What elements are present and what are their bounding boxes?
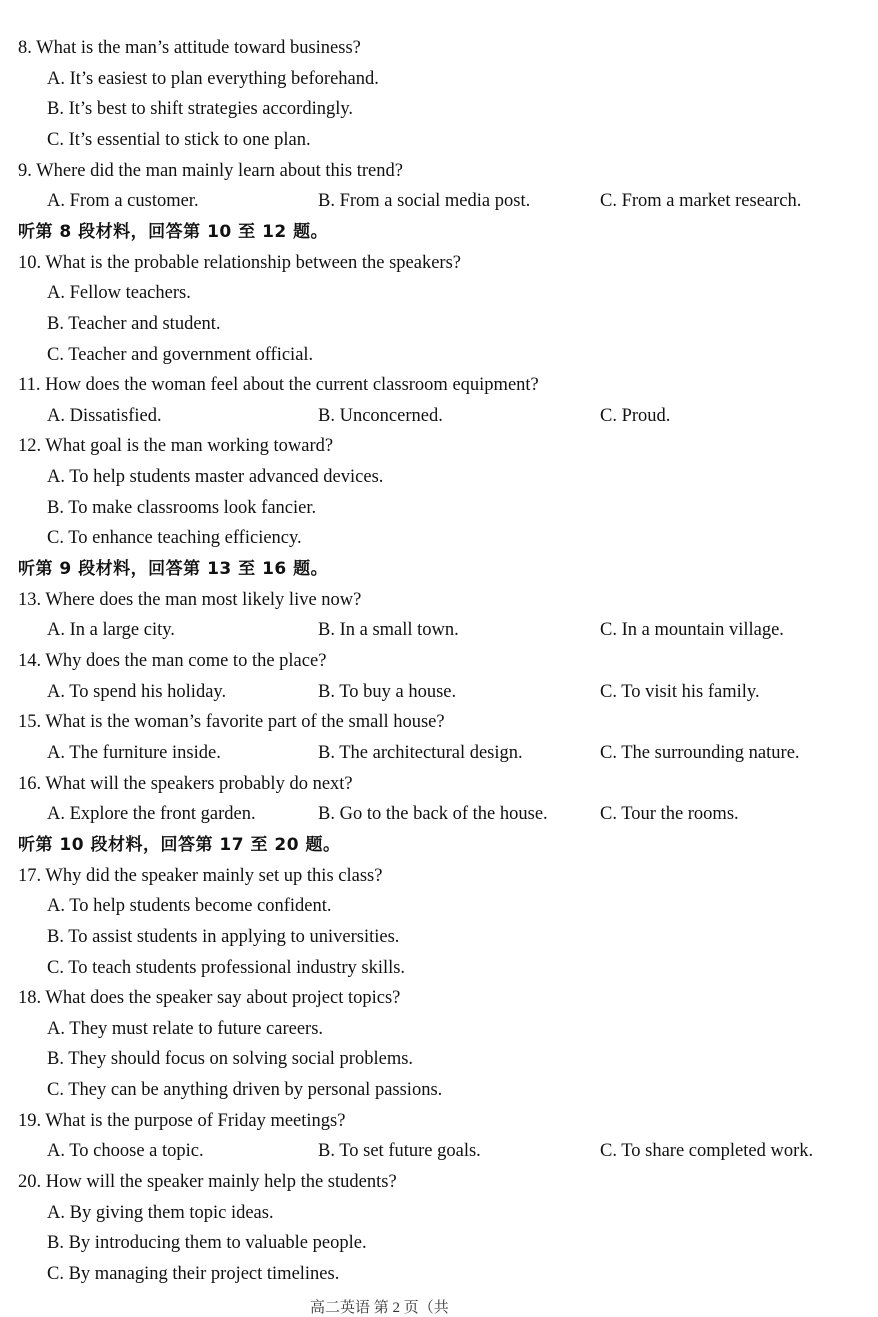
answer-option: A. The furniture inside.	[47, 742, 221, 763]
answer-option: A. To help students become confident.	[47, 896, 332, 917]
question-line	[0, 33, 878, 63]
answer-option: C. To enhance teaching efficiency.	[47, 528, 302, 549]
options-line	[0, 493, 878, 523]
question-text: 17. Why did the speaker mainly set up this class?	[18, 865, 383, 886]
answer-option: B. By introducing them to valuable people.	[47, 1233, 367, 1254]
options-line	[0, 953, 878, 983]
options-line	[0, 738, 878, 768]
options-line	[0, 462, 878, 492]
answer-option: A. To help students master advanced devices.	[47, 467, 384, 488]
options-line	[0, 64, 878, 94]
answer-option: A. To spend his holiday.	[47, 681, 227, 702]
options-line	[0, 1259, 878, 1289]
answer-option: A. By giving them topic ideas.	[47, 1202, 274, 1223]
options-line	[0, 1198, 878, 1228]
question-text: 9. Where did the man mainly learn about this trend?	[18, 160, 403, 181]
question-text: 10. What is the probable relationship between the speakers?	[18, 252, 461, 273]
answer-option: A. Dissatisfied.	[47, 405, 162, 426]
question-line	[0, 1106, 878, 1136]
question-line	[0, 983, 878, 1013]
section-heading	[0, 217, 878, 247]
options-line	[0, 799, 878, 829]
question-line	[0, 156, 878, 186]
answer-option: C. It’s essential to stick to one plan.	[47, 129, 311, 150]
question-line	[0, 431, 878, 461]
page-footer: 高二英语 第 2 页（共	[310, 1300, 449, 1316]
answer-option: B. To make classrooms look fancier.	[47, 497, 317, 518]
question-text: 19. What is the purpose of Friday meetings?	[18, 1110, 346, 1131]
answer-option: B. The architectural design.	[318, 742, 523, 763]
answer-option: C. Proud.	[600, 405, 671, 426]
answer-option: B. They should focus on solving social problems.	[47, 1049, 414, 1070]
options-line	[0, 523, 878, 553]
options-line	[0, 309, 878, 339]
question-text: 16. What will the speakers probably do next?	[18, 773, 353, 794]
question-line	[0, 646, 878, 676]
question-text: 18. What does the speaker say about project topics?	[18, 988, 401, 1009]
section-heading	[0, 830, 878, 860]
answer-option: C. By managing their project timelines.	[47, 1264, 340, 1284]
options-line	[0, 677, 878, 707]
options-line	[0, 891, 878, 921]
question-line	[0, 769, 878, 799]
question-line	[0, 585, 878, 615]
answer-option: B. Go to the back of the house.	[318, 804, 548, 825]
section-heading	[0, 554, 878, 584]
answer-option: B. From a social media post.	[318, 191, 531, 212]
options-line	[0, 94, 878, 124]
options-line	[0, 125, 878, 155]
options-line	[0, 340, 878, 370]
answer-option: B. Unconcerned.	[318, 405, 443, 426]
options-line	[0, 1044, 878, 1074]
answer-option: A. They must relate to future careers.	[47, 1018, 324, 1039]
options-line	[0, 1014, 878, 1044]
options-line	[0, 278, 878, 308]
question-text: 12. What goal is the man working toward?	[18, 436, 334, 457]
answer-option: B. Teacher and student.	[47, 313, 221, 334]
options-line	[0, 401, 878, 431]
options-line	[0, 186, 878, 216]
answer-option: C. To share completed work.	[600, 1141, 814, 1162]
question-line	[0, 370, 878, 400]
answer-option: A. Fellow teachers.	[47, 283, 191, 304]
section-heading-text: 听第 10 段材料，回答第 17 至 20 题。	[18, 834, 341, 855]
question-text: 13. Where does the man most likely live now?	[18, 589, 362, 610]
answer-option: C. From a market research.	[600, 191, 802, 212]
options-line	[0, 1075, 878, 1105]
question-text: 8. What is the man’s attitude toward business?	[18, 38, 361, 58]
answer-option: B. It’s best to shift strategies accordingly.	[47, 99, 354, 120]
options-line	[0, 1136, 878, 1166]
answer-option: A. From a customer.	[47, 191, 199, 212]
answer-option: C. Teacher and government official.	[47, 344, 314, 365]
answer-option: B. In a small town.	[318, 620, 459, 641]
answer-option: C. To teach students professional industry skills.	[47, 957, 406, 978]
question-line	[0, 248, 878, 278]
question-line	[0, 1167, 878, 1197]
answer-option: C. In a mountain village.	[600, 620, 784, 641]
answer-option: A. It’s easiest to plan everything beforehand.	[47, 68, 379, 89]
section-heading-text: 听第 8 段材料，回答第 10 至 12 题。	[18, 221, 329, 242]
answer-option: A. Explore the front garden.	[47, 804, 256, 825]
section-heading-text: 听第 9 段材料，回答第 13 至 16 题。	[18, 559, 329, 580]
answer-option: A. In a large city.	[47, 620, 175, 641]
answer-option: C. Tour the rooms.	[600, 804, 739, 825]
answer-option: C. To visit his family.	[600, 681, 760, 702]
options-line	[0, 1228, 878, 1258]
answer-option: A. To choose a topic.	[47, 1141, 204, 1162]
answer-option: B. To set future goals.	[318, 1141, 481, 1162]
answer-option: B. To buy a house.	[318, 681, 457, 702]
question-text: 20. How will the speaker mainly help the students?	[18, 1172, 397, 1193]
question-text: 14. Why does the man come to the place?	[18, 651, 327, 671]
question-line	[0, 707, 878, 737]
answer-option: B. To assist students in applying to universities.	[47, 926, 400, 947]
options-line	[0, 922, 878, 952]
question-line	[0, 861, 878, 891]
answer-option: C. The surrounding nature.	[600, 742, 800, 763]
answer-option: C. They can be anything driven by personal passions.	[47, 1080, 443, 1101]
question-text: 11. How does the woman feel about the current classroom equipment?	[18, 375, 539, 396]
question-text: 15. What is the woman’s favorite part of the small house?	[18, 712, 445, 733]
options-line	[0, 615, 878, 645]
